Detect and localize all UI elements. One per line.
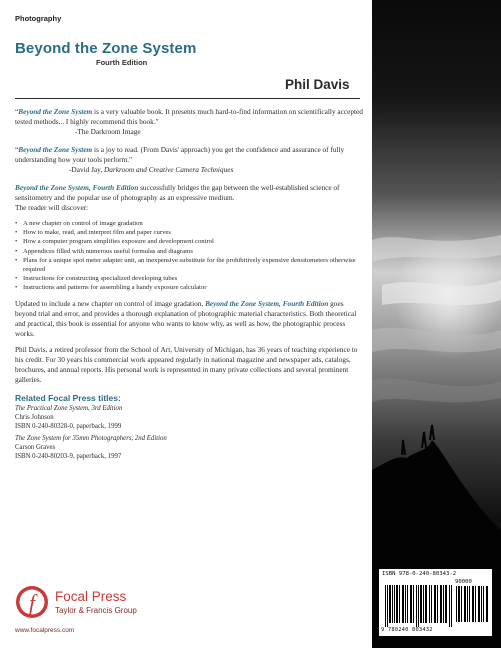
intro-lead: The reader will discover: <box>15 203 89 212</box>
feature-list <box>15 219 363 293</box>
related-item <box>15 404 363 431</box>
ean-barcode-icon <box>385 585 453 627</box>
feature-item: • Plans for a unique spot meter adapter unit, an inexpensive substitute for the prohibitively expensive densitometers otherwise required <box>15 256 363 274</box>
intro-book-title: Beyond the Zone System, Fourth Edition <box>15 183 139 192</box>
price-code: 90000 <box>455 579 472 585</box>
feature-item: • Appendices filled with numerous useful formulas and diagrams <box>15 247 363 256</box>
cover-photograph <box>372 0 501 648</box>
edition-label: Fourth Edition <box>96 58 148 67</box>
intro-paragraph <box>15 183 363 213</box>
author-bio: Phil Davis, a retired professor from the School of Art, University of Michigan, has 36 years of teaching experience to his credit. For 30 years his commercial work appeared regularly in national magazine and newspaper ads, catalogs, brochures, and annual reports. His personal work is represented in many private collections and several prominent galleries. <box>15 344 358 384</box>
barcode-panel <box>379 569 492 636</box>
quote-1-text: is a very valuable book. It presents much hard-to-find information on scientifically accepted tested methods... I highly recommend this book." <box>15 107 363 126</box>
related-item-author: Chris Johnson <box>15 413 54 421</box>
feature-item: • How a computer program simplifies exposure and development control <box>15 237 363 246</box>
author-name: Phil Davis <box>285 77 350 92</box>
publisher-name: Focal Press <box>55 589 127 604</box>
related-item-isbn: ISBN 0-240-80328-0, paperback, 1999 <box>15 422 122 430</box>
review-quote-1: “Beyond the Zone System is a very valuable book. It presents much hard-to-find information on scientifically accepted tested methods... I highly recommend this book." -The Darkroom Image <box>15 107 363 136</box>
related-item-title: The Practical Zone System, 3rd Edition <box>15 404 123 412</box>
related-item-isbn: ISBN 0-240-80203-9, paperback, 1997 <box>15 452 122 460</box>
related-titles <box>15 393 363 461</box>
svg-text:f: f <box>28 590 36 615</box>
related-item <box>15 434 363 461</box>
title-divider <box>15 98 360 99</box>
isbn-number: ISBN 978-0-240-80343-2 <box>382 571 457 577</box>
para1-book-title: Beyond the Zone System, Fourth Edition <box>205 298 329 308</box>
quote-2-book-title: Beyond the Zone System <box>18 145 93 154</box>
feature-item: • Instructions for constructing specialized developing tubes <box>15 274 363 283</box>
quote-1-source: -The Darkroom Image <box>75 127 141 136</box>
quote-1-book-title: Beyond the Zone System <box>18 107 93 116</box>
book-title: Beyond the Zone System <box>15 40 197 57</box>
publisher-group: Taylor & Francis Group <box>55 606 137 615</box>
quote-2-source-publication: Darkroom and Creative Camera Techniques <box>104 165 234 174</box>
para1-after: goes beyond trial and error, and provides a thorough explanation of photographic material characteristics. Both theoretical and practical, this book is essential for anyone who wants to know why, as well as how, the photographic process works. <box>15 298 357 338</box>
blurb-body <box>15 102 363 461</box>
price-barcode-icon <box>456 586 488 622</box>
publisher-logo <box>15 585 195 621</box>
related-heading: Related Focal Press titles: <box>15 392 121 403</box>
feature-item: • How to make, read, and interpret film and paper curves <box>15 228 363 237</box>
quote-2-source: -David Jay, <box>69 165 104 174</box>
review-quote-2: “Beyond the Zone System is a joy to read. (From Davis' approach) you get the confidence and assurance of fully understanding how your tools perform." -David Jay, Darkroom and Creative Camera Techniques <box>15 145 345 174</box>
ean-number: 9 780240 803432 <box>381 627 433 633</box>
intro-text: successfully bridges the gap between the well-established science of sensitometry and the popular use of photography as an expressive medium. <box>15 183 340 202</box>
para1-before: Updated to include a new chapter on control of image gradation, <box>15 298 206 308</box>
category-label: Photography <box>15 14 62 23</box>
related-item-title: The Zone System for 35mm Photographers, 2nd Edition <box>15 434 167 442</box>
feature-item: • A new chapter on control of image gradation <box>15 219 363 228</box>
feature-item: • Instructions and patterns for assembling a handy exposure calculator <box>15 283 363 292</box>
updated-paragraph <box>15 299 363 339</box>
publisher-url: www.focalpress.com <box>15 627 75 634</box>
related-item-author: Carson Graves <box>15 443 56 451</box>
focal-press-logo-icon <box>15 585 49 619</box>
quote-2-text: is a joy to read. (From Davis' approach) you get the confidence and assurance of fully understanding how your tools perform." <box>15 145 345 164</box>
